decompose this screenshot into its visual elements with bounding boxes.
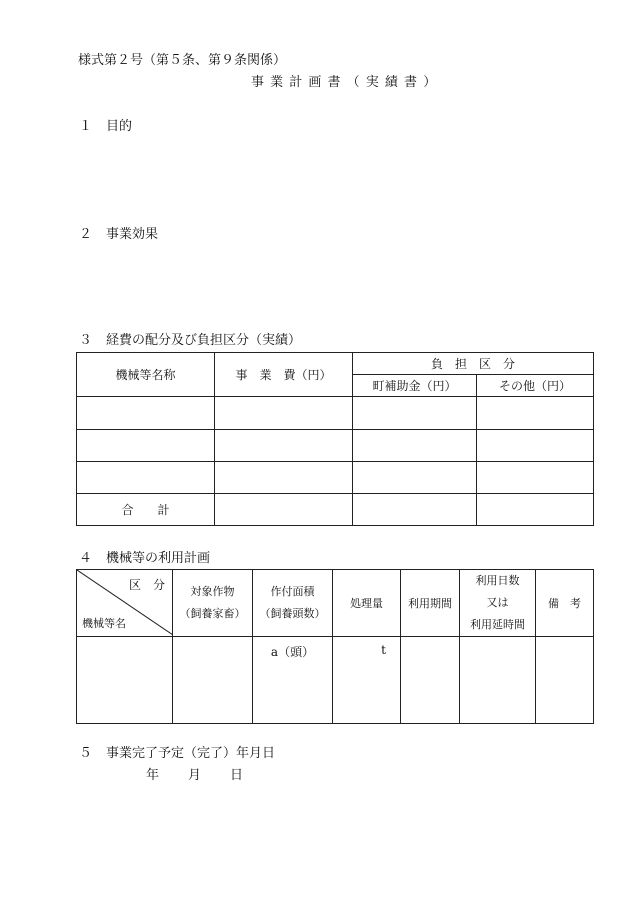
cell[interactable] bbox=[77, 637, 173, 724]
header-period: 利用期間 bbox=[401, 570, 460, 637]
cell[interactable] bbox=[173, 637, 253, 724]
section5-number: ５ bbox=[79, 746, 93, 761]
section1-label: 目的 bbox=[106, 119, 133, 134]
header-processing: 処理量 bbox=[333, 570, 401, 637]
machine-usage-table bbox=[76, 569, 594, 724]
header-remarks: 備 考 bbox=[536, 570, 594, 637]
section2-number: ２ bbox=[79, 227, 93, 242]
year-label: 年 bbox=[146, 768, 160, 783]
table-row bbox=[77, 397, 594, 430]
section2-label: 事業効果 bbox=[106, 227, 159, 242]
header-days bbox=[460, 570, 536, 637]
section3-label: 経費の配分及び負担区分（実績） bbox=[106, 333, 302, 348]
header-division: 区 分 bbox=[128, 578, 165, 592]
total-row bbox=[77, 494, 594, 526]
total-label: 合 計 bbox=[77, 494, 215, 526]
cell[interactable] bbox=[477, 494, 594, 526]
header-target-crop-main: 対象作物 bbox=[190, 585, 235, 598]
header-area bbox=[253, 570, 333, 637]
month-label: 月 bbox=[188, 768, 202, 783]
section3-number: ３ bbox=[79, 333, 93, 348]
cell[interactable] bbox=[460, 637, 536, 724]
table-row bbox=[77, 430, 594, 462]
header-days-line2: 又は bbox=[486, 596, 509, 609]
cell[interactable] bbox=[353, 397, 477, 430]
cell[interactable] bbox=[77, 462, 215, 494]
header-days-line1: 利用日数 bbox=[475, 574, 520, 587]
day-label: 日 bbox=[230, 768, 244, 783]
area-unit-cell[interactable] bbox=[253, 637, 333, 724]
cell[interactable] bbox=[215, 462, 353, 494]
header-division-machine bbox=[77, 570, 173, 637]
header-area-sub: （飼養頭数） bbox=[259, 607, 326, 620]
header-target-crop bbox=[173, 570, 253, 637]
cell[interactable] bbox=[536, 637, 594, 724]
processing-unit-cell[interactable] bbox=[333, 637, 401, 724]
cell[interactable] bbox=[401, 637, 460, 724]
cell[interactable] bbox=[477, 430, 594, 462]
cell[interactable] bbox=[77, 430, 215, 462]
cell[interactable] bbox=[215, 397, 353, 430]
cell[interactable] bbox=[353, 494, 477, 526]
form-number: 様式第２号（第５条、第９条関係） bbox=[78, 53, 287, 68]
document-title: 事 業 計 画 書 （ 実 績 書 ） bbox=[251, 75, 438, 90]
processing-unit: t bbox=[381, 643, 386, 657]
section5-label: 事業完了予定（完了）年月日 bbox=[106, 746, 276, 761]
section1-number: １ bbox=[79, 119, 93, 134]
cell[interactable] bbox=[77, 397, 215, 430]
table-row bbox=[77, 462, 594, 494]
area-unit: a（頭） bbox=[270, 645, 315, 659]
cell[interactable] bbox=[477, 462, 594, 494]
cell[interactable] bbox=[215, 494, 353, 526]
header-area-main: 作付面積 bbox=[270, 585, 315, 598]
table-row bbox=[77, 637, 594, 724]
header-project-cost: 事 業 費（円） bbox=[215, 353, 353, 397]
header-days-line3: 利用延時間 bbox=[470, 618, 525, 631]
header-town-subsidy: 町補助金（円） bbox=[353, 375, 477, 397]
section4-number: ４ bbox=[79, 551, 93, 566]
cell[interactable] bbox=[215, 430, 353, 462]
header-burden-division: 負 担 区 分 bbox=[353, 353, 594, 375]
cost-allocation-table bbox=[76, 352, 594, 526]
section4-label: 機械等の利用計画 bbox=[106, 551, 211, 566]
header-machine-name: 機械等名称 bbox=[77, 353, 215, 397]
header-machine-name: 機械等名 bbox=[82, 617, 126, 630]
cell[interactable] bbox=[353, 462, 477, 494]
header-other: その他（円） bbox=[477, 375, 594, 397]
header-target-crop-sub: （飼養家畜） bbox=[179, 607, 246, 620]
cell[interactable] bbox=[477, 397, 594, 430]
cell[interactable] bbox=[353, 430, 477, 462]
